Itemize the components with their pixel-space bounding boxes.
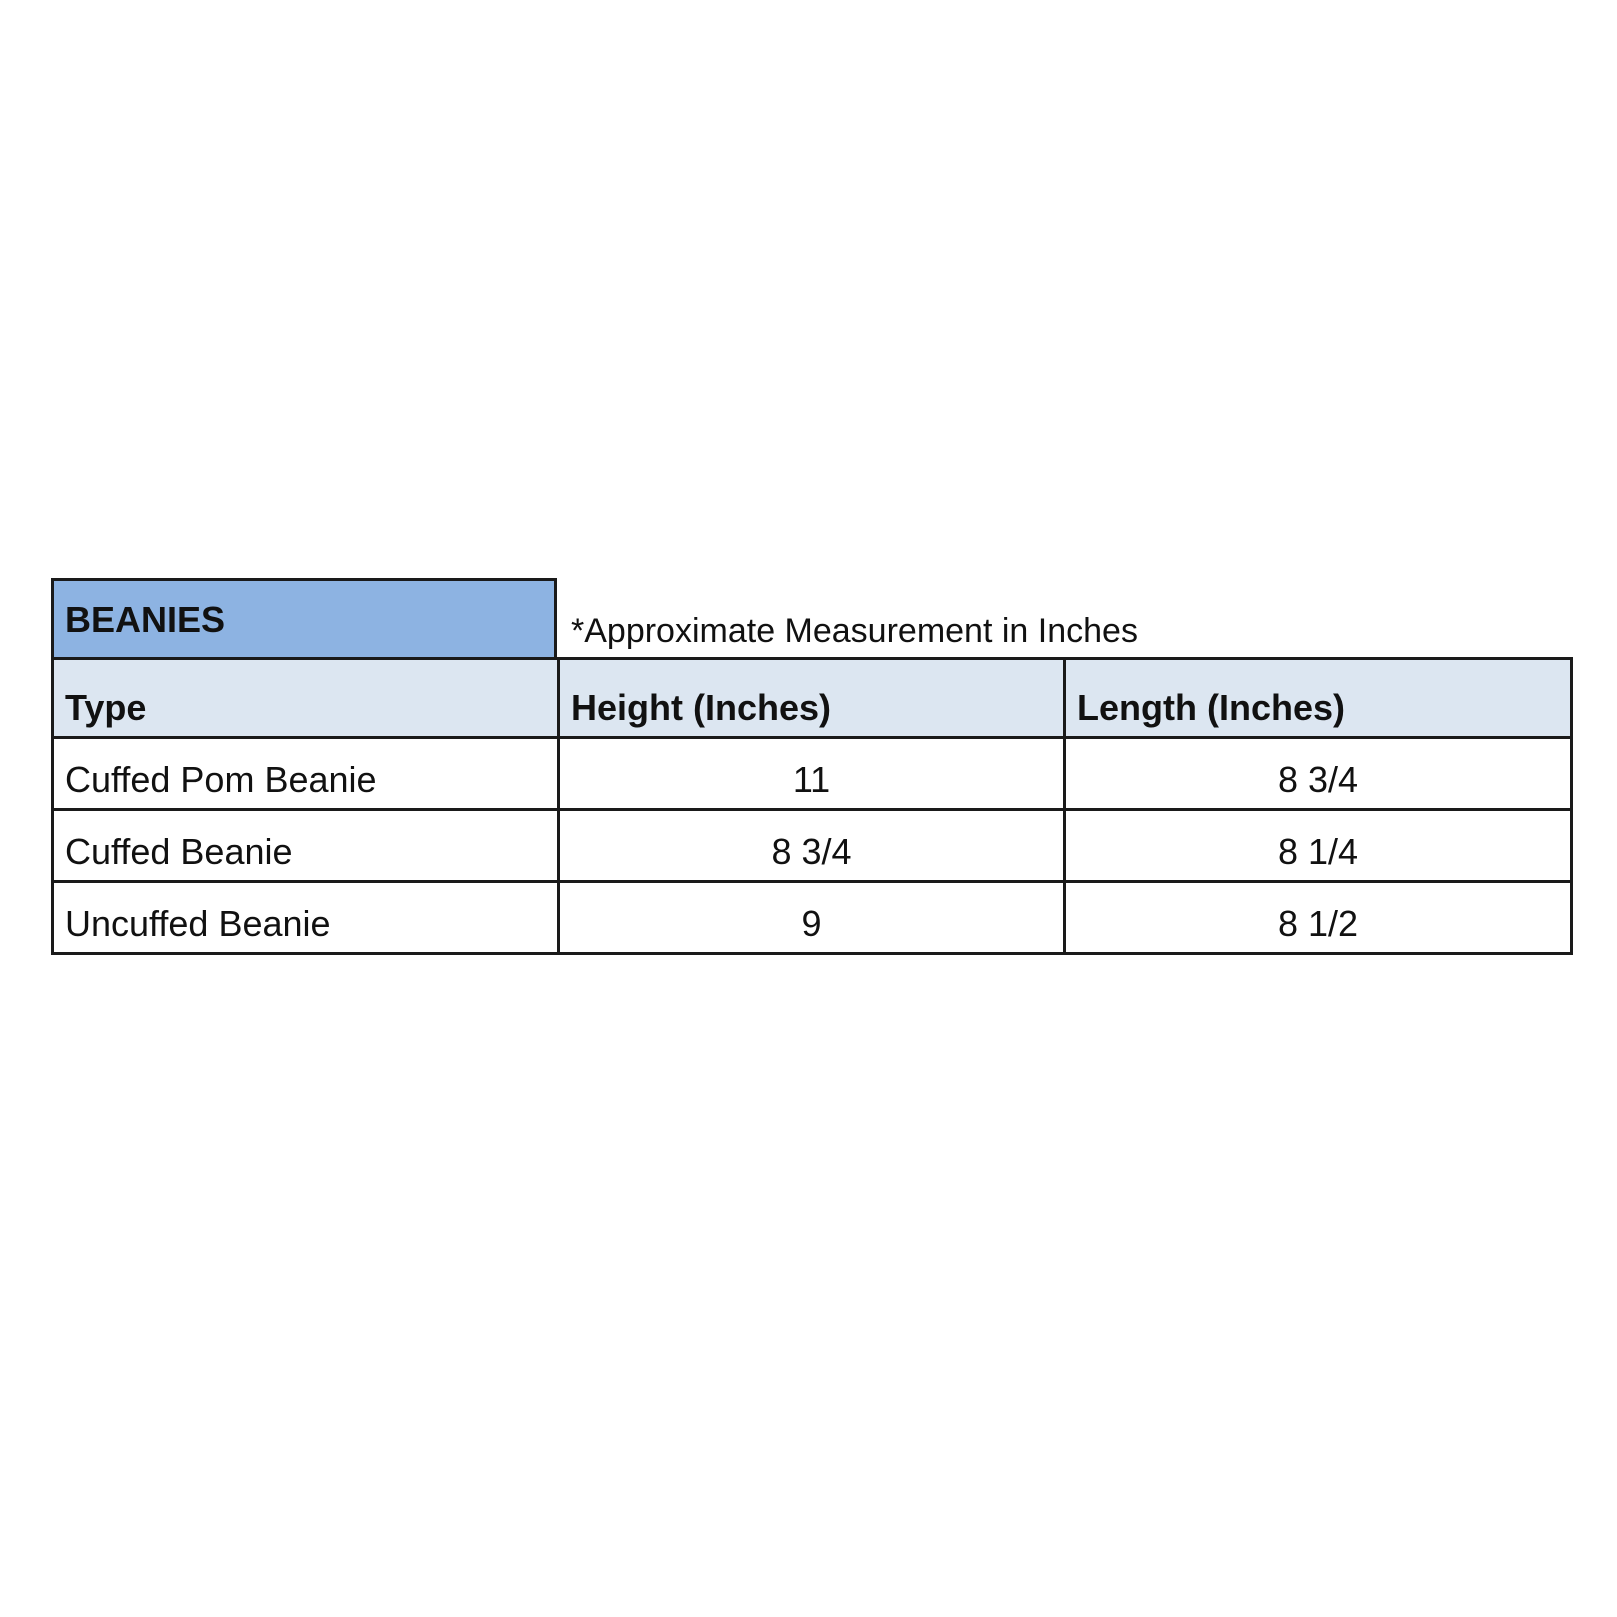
size-chart bbox=[51, 578, 1570, 955]
height-cell: 11 bbox=[559, 738, 1065, 810]
length-cell: 8 1/2 bbox=[1065, 882, 1572, 954]
table-title: BEANIES bbox=[51, 578, 557, 657]
title-row bbox=[51, 578, 1570, 657]
type-cell: Cuffed Beanie bbox=[53, 810, 559, 882]
column-header-height: Height (Inches) bbox=[559, 659, 1065, 738]
type-cell: Cuffed Pom Beanie bbox=[53, 738, 559, 810]
column-header-type: Type bbox=[53, 659, 559, 738]
table-row bbox=[53, 810, 1572, 882]
type-cell: Uncuffed Beanie bbox=[53, 882, 559, 954]
table-row bbox=[53, 882, 1572, 954]
height-cell: 9 bbox=[559, 882, 1065, 954]
measurement-note: *Approximate Measurement in Inches bbox=[571, 612, 1138, 650]
column-header-length: Length (Inches) bbox=[1065, 659, 1572, 738]
table-row bbox=[53, 738, 1572, 810]
length-cell: 8 3/4 bbox=[1065, 738, 1572, 810]
size-table bbox=[51, 657, 1573, 955]
header-row bbox=[53, 659, 1572, 738]
height-cell: 8 3/4 bbox=[559, 810, 1065, 882]
length-cell: 8 1/4 bbox=[1065, 810, 1572, 882]
